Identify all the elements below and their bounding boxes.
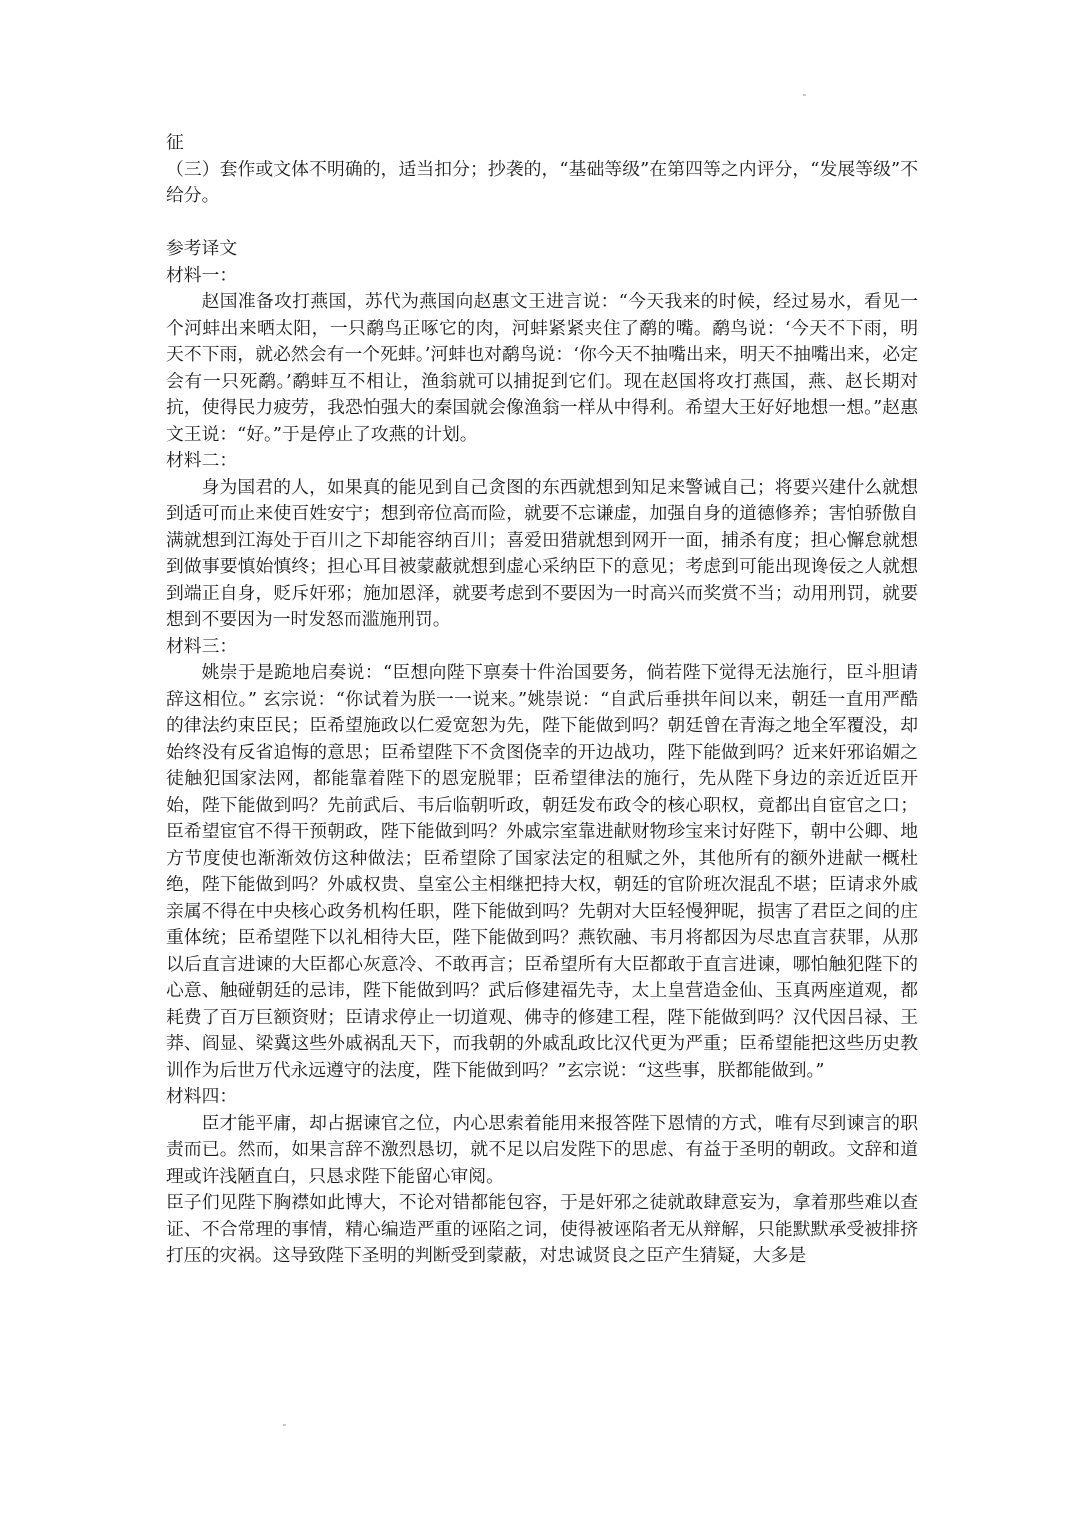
material-four-label: 材料四： <box>166 1086 238 1107</box>
material-three-paragraph: 姚崇于是跪地启奏说：“臣想向陛下禀奏十件治国要务，倘若陛下觉得无法施行，臣斗胆请辞这相位。” 玄宗说：“你试着为朕一一说来。”姚崇说：“自武后垂拱年间以来，朝廷一直用严酷的律法约束臣民；臣希望施政以仁爱宽恕为先，陛下能做到吗？朝廷曾在青海之地全军覆没，却始终没有反省追悔的意思；臣希望陛下不贪图侥幸的开边战功，陛下能做到吗？近来奸邪谄媚之徒触犯国家法网，都能靠着陛下的恩宠脱罪；臣希望律法的施行，先从陛下身边的亲近近臣开始，陛下能做到吗？先前武后、韦后临朝听政，朝廷发布政令的核心职权，竟都出自宦官之口；臣希望宦官不得干预朝政，陛下能做到吗？外戚宗室靠进献财物珍宝来讨好陛下，朝中公卿、地方节度使也渐渐效仿这种做法；臣希望除了国家法定的租赋之外，其他所有的额外进献一概杜绝，陛下能做到吗？外戚权贵、皇室公主相继把持大权，朝廷的官阶班次混乱不堪；臣请求外戚亲属不得在中央核心政务机构任职，陛下能做到吗？先朝对大臣轻慢狎昵，损害了君臣之间的庄重体统；臣希望陛下以礼相待大臣，陛下能做到吗？燕钦融、韦月将都因为尽忠直言获罪，从那以后直言进谏的大臣都心灰意冷、不敢再言；臣希望所有大臣都敢于直言进谏，哪怕触犯陛下的心意、触碰朝廷的忌讳，陛下能做到吗？武后修建福先寺，太上皇营造金仙、玉真两座道观，都耗费了百万巨额资财；臣请求停止一切道观、佛寺的修建工程，陛下能做到吗？汉代因吕禄、王莽、阎显、梁冀这些外戚祸乱天下，而我朝的外戚乱政比汉代更为严重；臣希望能把这些历史教训作为后世万代永远遵守的法度，陛下能做到吗？”玄宗说：“这些事，朕都能做到。” <box>166 662 918 1081</box>
blank-line <box>166 210 918 237</box>
material-one-paragraph: 赵国准备攻打燕国，苏代为燕国向赵惠文王进言说：“今天我来的时候，经过易水，看见一个河蚌出来晒太阳，一只鹬鸟正啄它的肉，河蚌紧紧夹住了鹬的嘴。鹬鸟说：‘今天不下雨，明天不下雨，就必然会有一个死蚌。’河蚌也对鹬鸟说：‘你今天不抽嘴出来，明天不抽嘴出来，必定会有一只死鹬。’鹬蚌互不相让，渔翁就可以捕捉到它们。现在赵国将攻打燕国，燕、赵长期对抗，使得民力疲劳，我恐怕强大的秦国就会像渔翁一样从中得利。希望大王好好地想一想。”赵惠文王说：“好。”于是停止了攻燕的计划。 <box>166 291 918 445</box>
document-body <box>166 130 918 1270</box>
material-two-label: 材料二： <box>166 450 238 471</box>
scoring-rule-three: （三）套作或文体不明确的，适当扣分；抄袭的，“基础等级”在第四等之内评分，“发展等级”不给分。 <box>166 158 918 206</box>
top-fragment: 征 <box>166 132 184 153</box>
material-one-label: 材料一： <box>166 264 238 286</box>
translation-title: 参考译文 <box>166 238 238 259</box>
material-four-paragraph: 臣才能平庸，却占据谏官之位，内心思索着能用来报答陛下恩情的方式，唯有尽到谏言的职责而已。然而，如果言辞不激烈恳切，就不足以启发陛下的思虑、有益于圣明的朝政。文辞和道理或许浅陋直白，只恳求陛下能留心审阅。 <box>166 1112 918 1187</box>
material-two-paragraph: 身为国君的人，如果真的能见到自己贪图的东西就想到知足来警诫自己；将要兴建什么就想到适可而止来使百姓安宁；想到帝位高而险，就要不忘谦虚，加强自身的道德修养；害怕骄傲自满就想到江海处于百川之下却能容纳百川；喜爱田猎就想到网开一面，捕杀有度；担心懈怠就想到做事要慎始慎终；担心耳目被蒙蔽就想到虚心采纳臣下的意见；考虑到可能出现谗佞之人就想到端正自身，贬斥奸邪；施加恩泽，就要考虑到不要因为一时高兴而奖赏不当；动用刑罚，就要想到不要因为一时发怒而滥施刑罚。 <box>166 476 918 630</box>
scan-speck <box>803 94 806 96</box>
scan-speck <box>283 1424 286 1426</box>
material-four-flush-paragraph: 臣子们见陛下胸襟如此博大，不论对错都能包容，于是奸邪之徒就敢肆意妄为，拿着那些难以查证、不合常理的事情，精心编造严重的诬陷之词，使得被诬陷者无从辩解，只能默默承受被排挤打压的灾祸。这导致陛下圣明的判断受到蒙蔽，对忠诚贤良之臣产生猜疑，大多是 <box>166 1192 918 1266</box>
material-three-label: 材料三： <box>166 635 238 657</box>
